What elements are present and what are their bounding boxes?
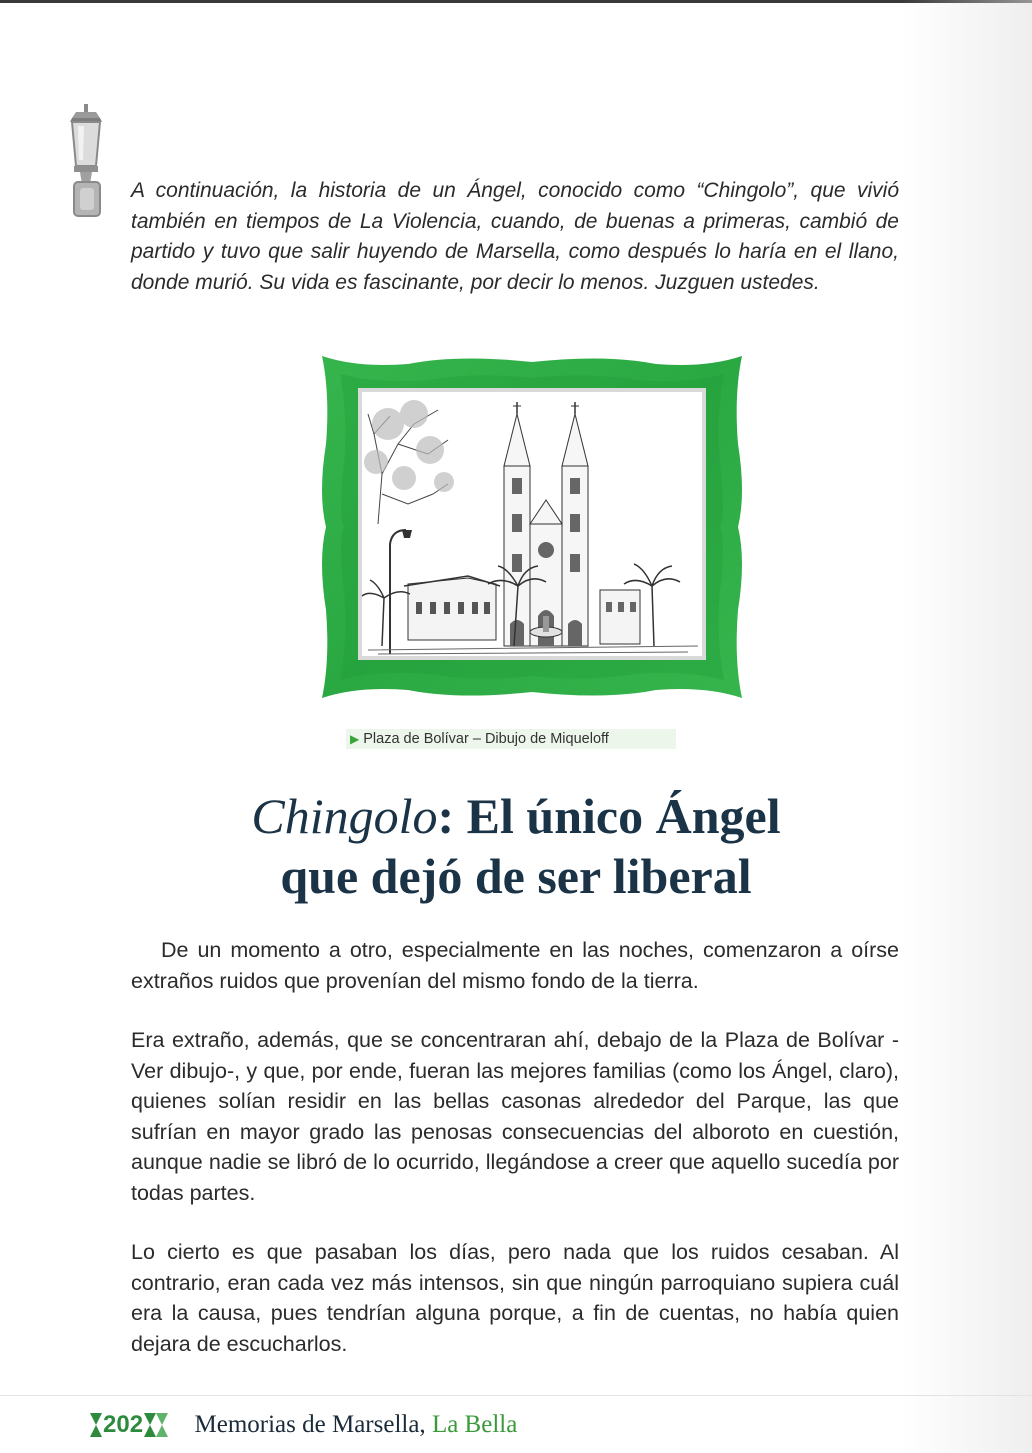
body-paragraph-3: Lo cierto es que pasaban los días, pero nada que los ruidos cesaban. Al contrario, eran cada vez más intensos, sin que ningún parroquiano supiera cuál era la causa, pues tendrían alguna porque, a fin de cuentas, no había quien dejara de escucharlos.: [131, 1240, 899, 1356]
intro-paragraph: A continuación, la historia de un Ángel, conocido como “Chingolo”, que vivió también en tiempos de La Violencia, cuando, de buenas a primeras, cambió de partido y tuvo que salir huyendo de Marsella, como después lo haría en el llano, donde murió. Su vida es fascinante, por decir lo menos. Juzguen ustedes.: [131, 179, 899, 294]
plaza-drawing-frame: [318, 354, 746, 700]
page-footer: [90, 1411, 517, 1445]
plaza-drawing-illustration: [318, 354, 746, 700]
hourglass-ornament-icon: [144, 1413, 156, 1437]
top-border: [0, 0, 1032, 3]
street-lamp-icon: [62, 104, 112, 220]
page-number: 202: [103, 1411, 144, 1438]
caption-text: Plaza de Bolívar – Dibujo de Miqueloff: [363, 731, 609, 747]
title-line1-rest: : El único Ángel: [437, 788, 781, 844]
book-subtitle: La Bella: [431, 1411, 518, 1438]
hourglass-ornament-icon: [156, 1413, 168, 1437]
body-paragraph-2: Era extraño, además, que se concentraran ahí, debajo de la Plaza de Bolívar -Ver dibujo-, y que, por ende, fueran las mejores familias (como los Ángel, claro), quienes solían residir en las bellas casonas alrededor del Parque, las que sufrían en mayor grado las penosas consecuencias del alboroto en cuestión, aunque nadie se libró de lo ocurrido, llegándose a creer que aquello sucedía por todas partes.: [131, 1028, 899, 1205]
image-caption: [346, 729, 676, 749]
body-paragraph-1: De un momento a otro, especialmente en las noches, comenzaron a oírse extraños ruidos que provenían del mismo fondo de la tierra.: [131, 938, 899, 993]
page-edge-shadow: [902, 0, 1032, 1453]
chapter-title: [100, 786, 932, 906]
title-line2: que dejó de ser liberal: [280, 848, 752, 904]
hourglass-ornament-icon: [90, 1413, 102, 1437]
book-title-main: Memorias de Marsella,: [194, 1411, 426, 1438]
title-name: Chingolo: [251, 788, 438, 844]
caption-play-icon: ▶: [350, 732, 360, 746]
footer-divider: [0, 1395, 1032, 1396]
book-title: [195, 1411, 518, 1439]
